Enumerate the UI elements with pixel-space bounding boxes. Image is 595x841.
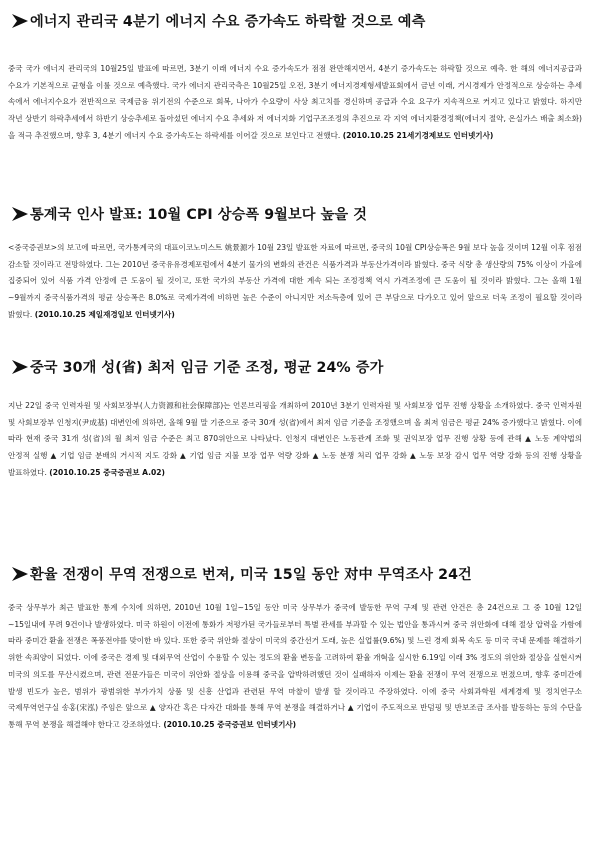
article-2-source: (2010.10.25 제일재경일보 인터넷기사) <box>34 309 175 319</box>
article-3-heading <box>0 350 595 384</box>
arrow-bullet-icon <box>11 206 29 222</box>
arrow-bullet-icon <box>11 13 29 29</box>
article-3-body <box>8 398 582 482</box>
article-1-title: 에너지 관리국 4분기 에너지 수요 증가속도 하락할 것으로 예측 <box>30 14 426 30</box>
article-2-heading <box>0 197 595 231</box>
article-3-text: 지난 22일 중국 인력자원 및 사회보장부(人力资源和社会保障部)는 언론브리핑을 개최하여 2010년 3분기 인력자원 및 사회보장 업무 진행 상황을 소개하였다. 중국 인력자원 및 사회보장부 인청지(尹成基) 대변인에 의하면, 올해 9월 말 기준으로 중국 30개 성(省)에서 최저 임금 기준을 조정했으며 올 최저 임금은 평균 24% 증가했다고 밝혔다. 이에 따라 현재 중국 31개 성(省)의 월 최저 임금 수준은 최고 870위안으로 나타났다. 인청지 대변인은 노동관계 조화 및 권익보장 업무 진행 상황 등에 관해 ▲ 노동 계약법의 안정적 실행 ▲ 기업 임금 분배의 거시적 지도 강화 ▲ 기업 임금 지불 보장 업무 역량 강화 ▲ 노동 분쟁 처리 업무 강화 ▲ 노동 보장 감시 업무 역량 강화 등의 진행 상황을 발표하였다. <box>8 401 582 477</box>
arrow-bullet-icon <box>11 359 29 375</box>
article-4-text: 중국 상무부가 최근 발표한 통계 수치에 의하면, 2010년 10월 1일~15일 동안 미국 상무부가 중국에 발동한 무역 구제 및 관련 안건은 총 24건으로 그 중 10월 12일~15일내에 무려 9건이나 발생하였다. 미국 하원이 이전에 통화가 저평가된 국가들로부터 특별 관세를 부과할 수 있는 법안을 통과시켜 중국 위안화에 대해 절상 압력을 가함에 따라 중미간 환율 전쟁은 폭풍전야를 맞이한 바 있다. 또한 중국 위안화 절상이 미국의 중간선거 도래, 높은 실업률(9.6%) 및 느린 경제 회복 속도 등 미국 국내 문제를 해결하기 위한 속죄양이 되었다. 이에 중국은 경제 및 대외무역 산업이 수용할 수 있는 정도의 환율 변동을 고려하여 환율 개혁을 실시한 6.19일 이래 3% 정도의 위안화 절상을 실현시켜 미국의 의도를 무산시켰으며, 관련 전문가들은 미국이 위안화 절상을 이용해 중국을 압박하려했던 것이 실패하자 이제는 환율 전쟁이 무역 전쟁으로 번졌으며, 향후 중미간에 발생 빈도가 높은, 범위가 광범위한 부가가치 상품 및 신흥 산업과 관련된 무역 마찰이 발생 할 것이라고 주장하였다. 이에 중국 사회과학원 세계경제 및 정치연구소 국제무역연구실 송홍(宋泓) 주임은 앞으로 ▲ 양자간 혹은 다자간 대화를 통해 무역 분쟁을 해결하거나 ▲ 기업이 주도적으로 반덤핑 및 반보조금 조사를 발동하는 등의 수단을 통해 무역 분쟁을 해결해야 한다고 강조하였다. <box>8 603 582 729</box>
article-1-text: 중국 국가 에너지 관리국의 10월25일 발표에 따르면, 3분기 이래 에너지 수요 증가속도가 점점 완만해지면서, 4분기 증가속도는 하락할 것으로 예측. 한 해의 에너지공급과 수요가 기본적으로 균형을 이룰 것으로 예측했다. 국가 에너지 관리국측은 10월25일 오전, 3분기 에너지경제형세발표회에서 금년 이래, 거시경제가 안정적으로 상승하는 추세 속에서 에너지수요가 전반적으로 국제금융 위기전의 수준으로 회복, 나아가 수요량이 사상 최고치를 경신하며 공급과 수요 요구가 지속적으로 커지고 있다고 밝혔다. 하지만 작년 상반기 하락추세에서 하반기 상승추세로 돌아섰던 에너지 수요 추세와 저 에너지화 기업구조조정의 추진으로 각 지역 에너지환경정책(에너지 절약, 온실가스 배출 최소화)을 적극 추진했으며, 향후 3, 4분기 에너지 수요 증가속도는 하락세를 이어갈 것으로 보인다고 전했다. <box>8 64 582 140</box>
article-1-source: (2010.10.25 21세기경제보도 인터넷기사) <box>342 130 494 140</box>
article-3-title: 중국 30개 성(省) 최저 임금 기준 조정, 평균 24% 증가 <box>30 360 384 376</box>
article-1-heading <box>0 4 595 38</box>
arrow-bullet-icon <box>11 566 29 582</box>
article-4-source: (2010.10.25 중국증권보 인터넷기사) <box>163 719 297 729</box>
article-1-body <box>8 61 582 145</box>
article-2-text: <중국증권보>의 보고에 따르면, 국가통계국의 대표이코노미스트 姚景源가 10월 23일 발표한 자료에 따르면, 중국의 10월 CPI상승폭은 9월 보다 높을 것이며 12월 이후 점점 감소할 것이라고 전망하였다. 그는 2010년 중국유유경제포럼에서 4분기 물가의 변화의 관건은 식품가격과 부동산가격이라 밝혔다. 중국 식량 총 생산량의 75% 이상이 가을에 집중되어 있어 식품 가격 안정에 큰 도움이 될 것이고, 또한 국가의 부동산 가격에 대한 계속 되는 조정정책 역시 가격조정에 큰 도움이 될 것이라 밝혔다. 그는 올해 1월~9월까지 중국식품가격의 평균 상승폭은 8.0%로 국제가격에 비하면 높은 수준이 아니지만 저소득층에 있어 큰 부담으로 다가오고 있어 앞으로 더욱 조정이 필요할 것이라 밝혔다. <box>8 243 583 319</box>
article-2-body <box>8 240 582 324</box>
article-4-title: 환율 전쟁이 무역 전쟁으로 번져, 미국 15일 동안 对中 무역조사 24건 <box>30 567 472 583</box>
article-4-body <box>8 600 582 734</box>
article-2-title: 통계국 인사 발표: 10월 CPI 상승폭 9월보다 높을 것 <box>30 207 368 223</box>
article-4-heading <box>0 557 595 591</box>
article-3-source: (2010.10.25 중국증권보 A.02) <box>49 467 165 477</box>
